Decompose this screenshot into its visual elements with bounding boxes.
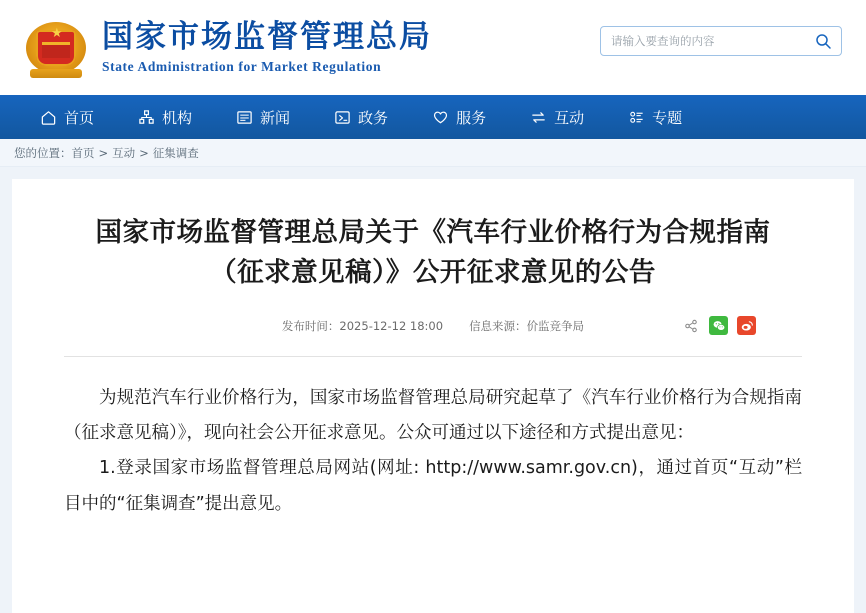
nav-label: 机构 — [162, 108, 193, 127]
heart-icon — [432, 109, 449, 126]
article-paragraph: 1.登录国家市场监督管理总局网站(网址: http://www.samr.gov.cn)，通过首页“互动”栏目中的“征集调查”提出意见。 — [64, 458, 802, 514]
nav-item-news[interactable] — [214, 95, 312, 139]
nav-item-home[interactable] — [18, 95, 116, 139]
brand-title-en: State Administration for Market Regulation — [102, 58, 382, 74]
breadcrumb-separator: > — [98, 145, 109, 160]
share-icon[interactable] — [681, 316, 700, 335]
topic-icon — [628, 109, 645, 126]
breadcrumb — [0, 139, 866, 167]
site-header — [0, 0, 866, 95]
nav-label: 服务 — [456, 108, 487, 127]
main-nav — [0, 95, 866, 139]
breadcrumb-item-interaction[interactable]: 互动 — [112, 145, 136, 160]
nav-item-service[interactable] — [410, 95, 508, 139]
nav-label: 新闻 — [260, 108, 291, 127]
nav-label: 互动 — [554, 108, 585, 127]
breadcrumb-item-survey[interactable]: 征集调查 — [152, 145, 199, 160]
article-body — [64, 381, 802, 522]
meta-divider — [64, 356, 802, 357]
article-paragraph: 为规范汽车行业价格行为，国家市场监督管理总局研究起草了《汽车行业价格行为合规指南（征求意见稿）》，现向社会公开征求意见。公众可通过以下途径和方式提出意见： — [64, 387, 802, 443]
breadcrumb-prefix: 您的位置： — [14, 145, 72, 160]
share-bar — [681, 316, 756, 335]
nav-item-interaction[interactable] — [508, 95, 606, 139]
article-meta — [64, 318, 802, 334]
page-title: 国家市场监督管理总局关于《汽车行业价格行为合规指南（征求意见稿）》公开征求意见的公告 — [95, 217, 771, 289]
breadcrumb-separator: > — [139, 145, 149, 160]
weibo-icon[interactable] — [737, 316, 756, 335]
org-icon — [138, 109, 155, 126]
national-emblem-icon: ★ — [24, 16, 88, 80]
article-source: 信息来源：价监竞争局 — [469, 318, 585, 333]
nav-label: 专题 — [652, 108, 683, 127]
nav-label: 首页 — [64, 108, 95, 127]
search-input[interactable] — [609, 33, 813, 49]
publish-time: 发布时间：2025-12-12 18:00 — [281, 318, 444, 333]
search-box[interactable] — [600, 26, 842, 56]
news-icon — [236, 109, 253, 126]
content-background — [0, 167, 866, 613]
wechat-icon[interactable] — [709, 316, 728, 335]
nav-item-topic[interactable] — [606, 95, 704, 139]
exchange-icon — [530, 109, 547, 126]
nav-item-government[interactable] — [312, 95, 410, 139]
nav-item-org[interactable] — [116, 95, 214, 139]
article-card — [12, 179, 854, 613]
nav-label: 政务 — [358, 108, 389, 127]
government-icon — [334, 109, 351, 126]
home-icon — [40, 109, 57, 126]
site-brand — [102, 20, 432, 75]
breadcrumb-item-home[interactable]: 首页 — [71, 145, 95, 160]
search-icon[interactable] — [813, 31, 833, 51]
brand-title-cn: 国家市场监督管理总局 — [102, 19, 432, 56]
